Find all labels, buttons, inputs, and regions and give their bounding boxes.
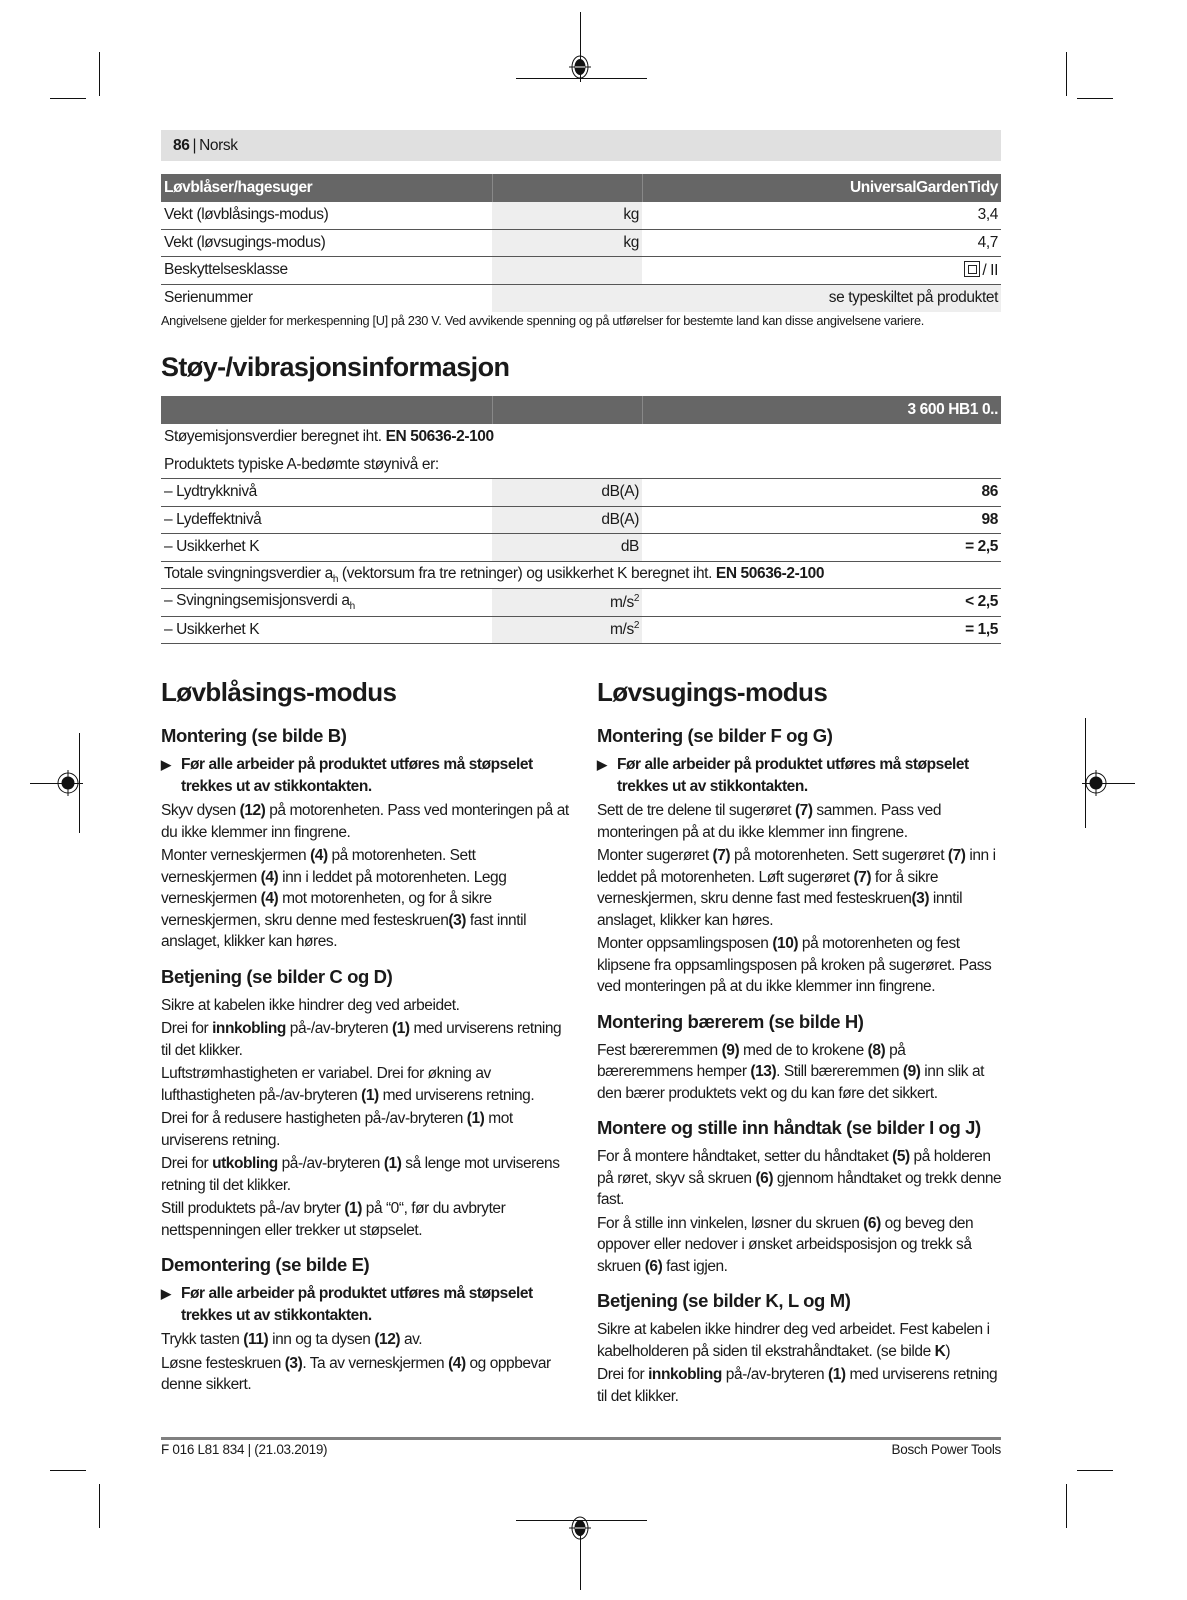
noise-unit: dB(A)	[492, 506, 642, 534]
footer-doc-id: F 016 L81 834 | (21.03.2019)	[161, 1442, 328, 1457]
emphasis-text: (7)	[947, 847, 966, 864]
body-text: Monter sugerøret	[597, 847, 713, 864]
paragraph	[597, 1146, 1003, 1211]
table-row	[161, 589, 1001, 617]
noise-standard: EN 50636-2-100	[385, 428, 494, 446]
footer-brand: Bosch Power Tools	[891, 1442, 1001, 1457]
body-text: med urviserens retning.	[378, 1086, 535, 1104]
table-row	[161, 616, 1001, 644]
crop-mark	[99, 1484, 100, 1528]
body-text: inn slik at den bærer produktets vekt og du kan føre det sikkert.	[597, 1063, 984, 1102]
body-text: Drei for	[597, 1366, 649, 1383]
body-text: Luftstrømhastigheten er variabel. Drei for økning av lufthastigheten på-/av-bryteren	[161, 1065, 491, 1104]
vibration-intro	[161, 561, 1001, 589]
body-text: på holderen på røret, skyv så skruen	[597, 1148, 991, 1187]
noise-table-header	[161, 396, 1001, 424]
noise-table	[161, 396, 1001, 644]
spec-unit: kg	[492, 202, 642, 230]
protection-class-ii-icon	[964, 261, 980, 277]
paragraph: Sikre at kabelen ikke hindrer deg ved arbeidet.	[161, 996, 460, 1014]
noise-header-label	[161, 396, 492, 424]
safety-warning	[161, 1283, 571, 1326]
emphasis-text: (9)	[902, 1063, 921, 1080]
noise-intro-text: Støyemisjonsverdier beregnet iht.	[164, 428, 386, 446]
spec-value: 3,4	[642, 202, 1001, 230]
body-text: Monter verneskjermen	[161, 847, 311, 864]
noise-value: 98	[642, 506, 1001, 534]
body-text: Løsne festeskruen	[161, 1354, 285, 1372]
emphasis-text: (5)	[892, 1148, 910, 1165]
body-text: på motorenheten og fest klipsene fra oppsamlingsposen på kroken på sugerøret. Pass ved monteringen på at du ikke klemmer inn fingrene.	[597, 935, 992, 995]
heading-baererem-h: Montering bærerem (se bilde H)	[597, 1010, 864, 1032]
paragraph	[597, 1040, 1003, 1105]
vibration-unit-text: m/s	[610, 593, 634, 611]
safety-warning	[161, 754, 571, 797]
heading-montering-fg: Montering (se bilder F og G)	[597, 725, 833, 746]
spec-label: Serienummer	[164, 289, 253, 306]
spec-header-unit	[492, 174, 642, 202]
superscript: 2	[633, 592, 639, 604]
body-text: Sikre at kabelen ikke hindrer deg ved arbeidet. Fest kabelen i kabelholderen på siden til ekstrahåndtaket. (se bilde	[597, 1321, 990, 1360]
spec-label: Vekt (løvblåsings-modus)	[161, 202, 492, 230]
body-text: på bæreremmens hemper	[597, 1041, 906, 1080]
emphasis-text: (13)	[750, 1063, 777, 1080]
paragraph	[161, 1108, 571, 1151]
heading-demontering-e: Demontering (se bilde E)	[161, 1254, 370, 1275]
registration-target-icon	[567, 1515, 593, 1541]
emphasis-text: (6)	[755, 1169, 774, 1187]
crop-mark	[50, 1470, 86, 1471]
vibration-intro-text: (vektorsum fra tre retninger) og usikkerhet K beregnet iht.	[337, 564, 716, 582]
crop-mark	[99, 52, 100, 96]
vibration-unit	[492, 589, 642, 617]
crop-mark	[1066, 52, 1067, 96]
emphasis-text: (3)	[448, 911, 466, 929]
body-text: på motorenheten. Pass ved monteringen på at du ikke klemmer inn fingrene.	[161, 802, 569, 841]
body-text: for å sikre verneskjermen, skru denne fast med festeskruen	[597, 868, 939, 907]
paragraph	[161, 1063, 571, 1106]
body-text: fast inntil anslaget, klikker kan høres.	[161, 911, 527, 950]
vibration-unit-text: m/s	[610, 621, 634, 639]
noise-label: – Lydeffektnivå	[161, 506, 492, 534]
emphasis-text: K	[934, 1342, 946, 1360]
emphasis-text: (1)	[828, 1366, 846, 1383]
spec-table-header	[161, 174, 1001, 202]
section-title-noise: Støy-/vibrasjonsinformasjon	[161, 352, 510, 382]
vibration-label-text: – Usikkerhet K	[164, 620, 260, 638]
emphasis-text: (12)	[239, 802, 266, 819]
emphasis-text: (6)	[644, 1257, 663, 1275]
body-text: Trykk tasten	[161, 1331, 244, 1348]
emphasis-text: (1)	[466, 1110, 485, 1127]
spec-label: Beskyttelsesklasse	[161, 257, 492, 285]
right-column	[597, 668, 1003, 1409]
body-text: inn og ta dysen	[268, 1331, 375, 1348]
paragraph	[597, 845, 1003, 931]
heading-handtak-ij: Montere og stille inn håndtak (se bilder I og J)	[597, 1117, 981, 1138]
noise-header-value: 3 600 HB1 0..	[642, 396, 1001, 424]
heading-betjening-klm: Betjening (se bilder K, L og M)	[597, 1290, 851, 1311]
paragraph	[161, 1153, 571, 1196]
emphasis-text: (6)	[863, 1214, 881, 1232]
emphasis-text: (8)	[867, 1041, 886, 1059]
emphasis-text: (7)	[853, 868, 872, 886]
paragraph	[161, 1198, 571, 1241]
body-text: så lenge mot urviserens retning til det klikker.	[161, 1155, 560, 1194]
spec-header-label: Løvblåser/hagesuger	[161, 174, 492, 202]
crop-mark	[1077, 98, 1113, 99]
emphasis-text: (4)	[448, 1354, 466, 1372]
body-text: Skyv dysen	[161, 802, 240, 819]
vibration-label	[161, 616, 492, 644]
emphasis-text: (1)	[344, 1200, 362, 1217]
page-header	[161, 130, 1001, 161]
warning-text: Før alle arbeider på produktet utføres må støpselet trekkes ut av stikkontakten.	[181, 1285, 533, 1324]
emphasis-text: (12)	[374, 1331, 401, 1348]
spec-label: Vekt (løvsugings-modus)	[161, 229, 492, 257]
vibration-value: < 2,5	[642, 589, 1001, 617]
emphasis-text: (1)	[361, 1086, 379, 1104]
noise-intro	[161, 424, 1001, 452]
noise-unit: dB(A)	[492, 479, 642, 507]
emphasis-text: (9)	[721, 1041, 740, 1059]
body-text: av.	[400, 1331, 423, 1348]
emphasis-text: (11)	[243, 1331, 269, 1348]
subscript: h	[349, 601, 355, 613]
body-text: på-/av-bryteren	[285, 1020, 393, 1037]
body-text: og oppbevar denne sikkert.	[161, 1354, 551, 1393]
emphasis-text: (1)	[392, 1020, 410, 1037]
body-text: inn i leddet på motorenheten. Legg verneskjermen	[161, 868, 507, 907]
spec-unit	[492, 284, 642, 312]
header-separator: |	[192, 136, 197, 154]
body-text: . Ta av verneskjermen	[302, 1354, 449, 1372]
body-text: på “0“, før du avbryter nettspenningen eller trekker ut støpselet.	[161, 1200, 506, 1239]
spec-header-value: UniversalGardenTidy	[642, 174, 1001, 202]
safety-warning	[597, 754, 1003, 797]
crop-mark	[50, 98, 86, 99]
table-row	[161, 479, 1001, 507]
emphasis-text: (4)	[260, 868, 279, 886]
body-text: For å montere håndtaket, setter du håndtaket	[597, 1148, 893, 1165]
warning-text: Før alle arbeider på produktet utføres må støpselet trekkes ut av stikkontakten.	[617, 756, 969, 795]
left-column	[161, 668, 571, 1398]
body-text: Drei for	[161, 1020, 213, 1037]
noise-label: – Usikkerhet K	[161, 534, 492, 562]
table-row	[161, 257, 1001, 285]
vibration-standard: EN 50636-2-100	[715, 564, 825, 582]
spec-table	[161, 174, 1001, 312]
spec-unit: kg	[492, 229, 642, 257]
body-text: inn i leddet på motorenheten. Løft sugerøret	[597, 847, 996, 886]
page-number: 86	[173, 136, 190, 154]
vibration-label	[161, 589, 492, 617]
body-text: mot urviserens retning.	[161, 1110, 513, 1149]
paragraph	[161, 845, 571, 953]
vibration-label-text: – Svingningsemisjonsverdi a	[164, 592, 350, 610]
emphasis-text: (7)	[794, 802, 813, 819]
body-text: . Still bæreremmen	[776, 1063, 903, 1080]
paragraph	[161, 800, 571, 843]
body-text: )	[945, 1342, 951, 1360]
body-text: Fest bæreremmen	[597, 1041, 722, 1059]
emphasis-text: (3)	[911, 890, 930, 907]
body-text: mot motorenheten, og for å sikre verneskjermen, skru denne med festeskruen	[161, 890, 492, 929]
body-text: på motorenheten. Sett verneskjermen	[161, 847, 476, 886]
body-text: Drei for	[161, 1155, 213, 1172]
table-row	[161, 229, 1001, 257]
table-row	[161, 534, 1001, 562]
emphasis-text: utkobling	[212, 1155, 278, 1172]
body-text: sammen. Pass ved monteringen på at du ikke klemmer inn fingrene.	[597, 802, 942, 841]
emphasis-text: (4)	[310, 847, 328, 864]
body-text: på motorenheten. Sett sugerøret	[730, 847, 948, 864]
paragraph	[597, 800, 1003, 843]
body-text: Monter oppsamlingsposen	[597, 935, 773, 952]
noise-header-unit	[492, 396, 642, 424]
warning-triangle-icon: ▶	[161, 1286, 171, 1301]
footer-divider	[161, 1437, 1001, 1440]
noise-subintro: Produktets typiske A-bedømte støynivå er:	[161, 451, 1001, 479]
body-text: på-/av-bryteren	[721, 1366, 829, 1383]
paragraph	[161, 1329, 571, 1351]
body-text: med urviserens retning til det klikker.	[597, 1366, 998, 1405]
crop-mark	[1066, 1484, 1067, 1528]
body-text: Sett de tre delene til sugerøret	[597, 802, 795, 819]
body-text: med de to krokene	[739, 1041, 868, 1059]
body-text: Still produktets på-/av bryter	[161, 1200, 345, 1217]
body-text: inntil anslaget, klikker kan høres.	[597, 890, 963, 929]
emphasis-text: (10)	[772, 935, 799, 952]
left-column-title: Løvblåsings-modus	[161, 677, 397, 707]
paragraph	[597, 1213, 1003, 1278]
body-text: gjennom håndtaket og trekk denne fast.	[597, 1169, 1002, 1208]
body-text: med urviserens retning til det klikker.	[161, 1020, 562, 1059]
vibration-unit	[492, 616, 642, 644]
noise-value: 86	[642, 479, 1001, 507]
emphasis-text: (4)	[260, 890, 279, 907]
right-column-title: Løvsugings-modus	[597, 677, 828, 707]
vibration-intro-text: Totale svingningsverdier a	[164, 564, 333, 582]
body-text: og beveg den oppover eller nedover i ønsket arbeidsposisjon og trekk så skruen	[597, 1214, 974, 1275]
body-text: For å stille inn vinkelen, løsner du skruen	[597, 1214, 864, 1232]
table-row	[161, 424, 1001, 452]
spec-footnote: Angivelsene gjelder for merkespenning [U] på 230 V. Ved avvikende spenning og på utførelser for bestemte land kan disse angivelsene variere.	[161, 313, 924, 328]
superscript: 2	[633, 620, 639, 632]
warning-triangle-icon: ▶	[597, 757, 607, 772]
subscript: h	[332, 573, 338, 585]
emphasis-text: innkobling	[212, 1020, 286, 1037]
table-row	[161, 506, 1001, 534]
table-row	[161, 561, 1001, 589]
vibration-value: = 1,5	[642, 616, 1001, 644]
paragraph	[597, 933, 1003, 998]
registration-target-icon	[567, 54, 593, 80]
noise-label: – Lydtrykknivå	[161, 479, 492, 507]
crop-mark	[1077, 1470, 1113, 1471]
spec-value: / II	[982, 261, 998, 279]
body-text: Drei for å redusere hastigheten på-/av-bryteren	[161, 1110, 467, 1127]
table-row	[161, 451, 1001, 479]
emphasis-text: (3)	[284, 1354, 303, 1372]
spec-unit	[492, 257, 642, 285]
emphasis-text: innkobling	[648, 1366, 722, 1383]
registration-target-icon	[1083, 770, 1109, 796]
noise-unit: dB	[492, 534, 642, 562]
warning-text: Før alle arbeider på produktet utføres må støpselet trekkes ut av stikkontakten.	[181, 756, 533, 795]
spec-value: se typeskiltet på produktet	[642, 284, 1001, 312]
table-row	[161, 284, 1001, 312]
emphasis-text: (7)	[712, 847, 731, 864]
table-row	[161, 202, 1001, 230]
spec-value: 4,7	[642, 229, 1001, 257]
heading-betjening-cd: Betjening (se bilder C og D)	[161, 965, 393, 987]
noise-value: = 2,5	[642, 534, 1001, 562]
paragraph	[161, 1353, 571, 1396]
body-text: fast igjen.	[662, 1257, 728, 1275]
paragraph	[161, 1018, 571, 1061]
header-language: Norsk	[199, 136, 238, 154]
registration-target-icon	[55, 770, 81, 796]
paragraph	[597, 1319, 1003, 1362]
warning-triangle-icon: ▶	[161, 757, 171, 772]
spec-value-cell	[642, 257, 1001, 285]
emphasis-text: (1)	[383, 1155, 402, 1172]
paragraph	[597, 1364, 1003, 1407]
heading-montering-b: Montering (se bilde B)	[161, 725, 347, 746]
body-text: på-/av-bryteren	[277, 1155, 384, 1172]
